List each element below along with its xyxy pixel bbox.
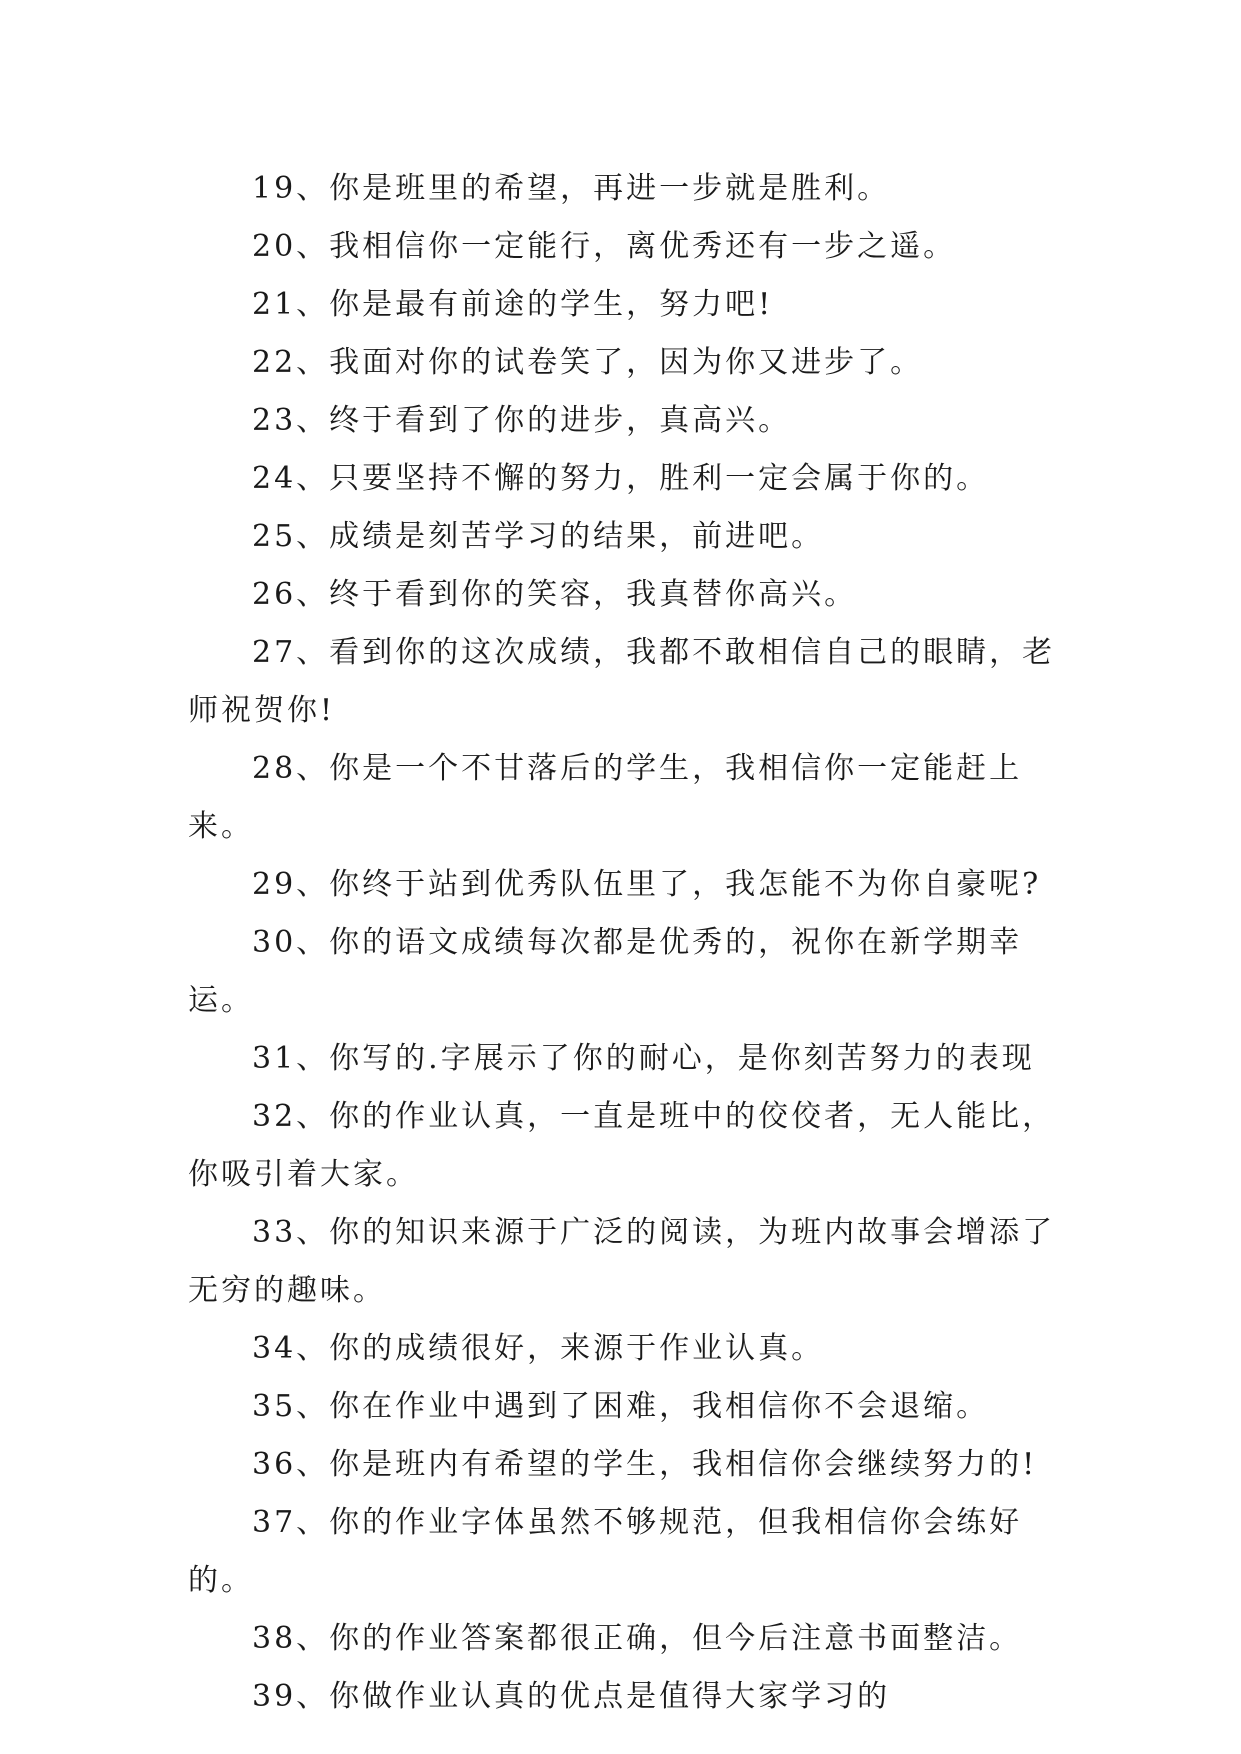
comment-line-32: 32、你的作业认真，一直是班中的佼佼者，无人能比，你吸引着大家。 — [188, 1099, 1056, 1192]
comment-line-20: 20、我相信你一定能行，离优秀还有一步之遥。 — [252, 229, 957, 264]
comment-line-35: 35、你在作业中遇到了困难，我相信你不会退缩。 — [252, 1389, 990, 1424]
comment-line-25: 25、成绩是刻苦学习的结果，前进吧。 — [252, 519, 825, 554]
comment-line-31: 31、你写的.字展示了你的耐心，是你刻苦努力的表现 — [252, 1041, 1035, 1076]
comment-line-28: 28、你是一个不甘落后的学生，我相信你一定能赶上来。 — [188, 751, 1023, 844]
comment-line-34: 34、你的成绩很好，来源于作业认真。 — [252, 1331, 825, 1366]
comment-line-23: 23、终于看到了你的进步，真高兴。 — [252, 403, 792, 438]
comment-line-24: 24、只要坚持不懈的努力，胜利一定会属于你的。 — [252, 461, 990, 496]
comment-line-39: 39、你做作业认真的优点是值得大家学习的 — [252, 1679, 891, 1714]
comment-line-36: 36、你是班内有希望的学生，我相信你会继续努力的! — [252, 1447, 1038, 1482]
comment-line-26: 26、终于看到你的笑容，我真替你高兴。 — [252, 577, 858, 612]
comment-line-29: 29、你终于站到优秀队伍里了，我怎能不为你自豪呢? — [252, 867, 1042, 902]
comment-line-22: 22、我面对你的试卷笑了，因为你又进步了。 — [252, 345, 924, 380]
comment-line-30: 30、你的语文成绩每次都是优秀的，祝你在新学期幸运。 — [188, 925, 1023, 1018]
comment-line-37: 37、你的作业字体虽然不够规范，但我相信你会练好的。 — [188, 1505, 1023, 1598]
comment-line-27: 27、看到你的这次成绩，我都不敢相信自己的眼睛，老师祝贺你! — [188, 635, 1056, 728]
document-body — [188, 160, 1068, 1726]
comment-line-19: 19、你是班里的希望，再进一步就是胜利。 — [252, 171, 891, 206]
comment-line-21: 21、你是最有前途的学生，努力吧! — [252, 287, 774, 322]
comment-line-38: 38、你的作业答案都很正确，但今后注意书面整洁。 — [252, 1621, 1023, 1656]
comment-line-33: 33、你的知识来源于广泛的阅读，为班内故事会增添了无穷的趣味。 — [188, 1215, 1056, 1308]
